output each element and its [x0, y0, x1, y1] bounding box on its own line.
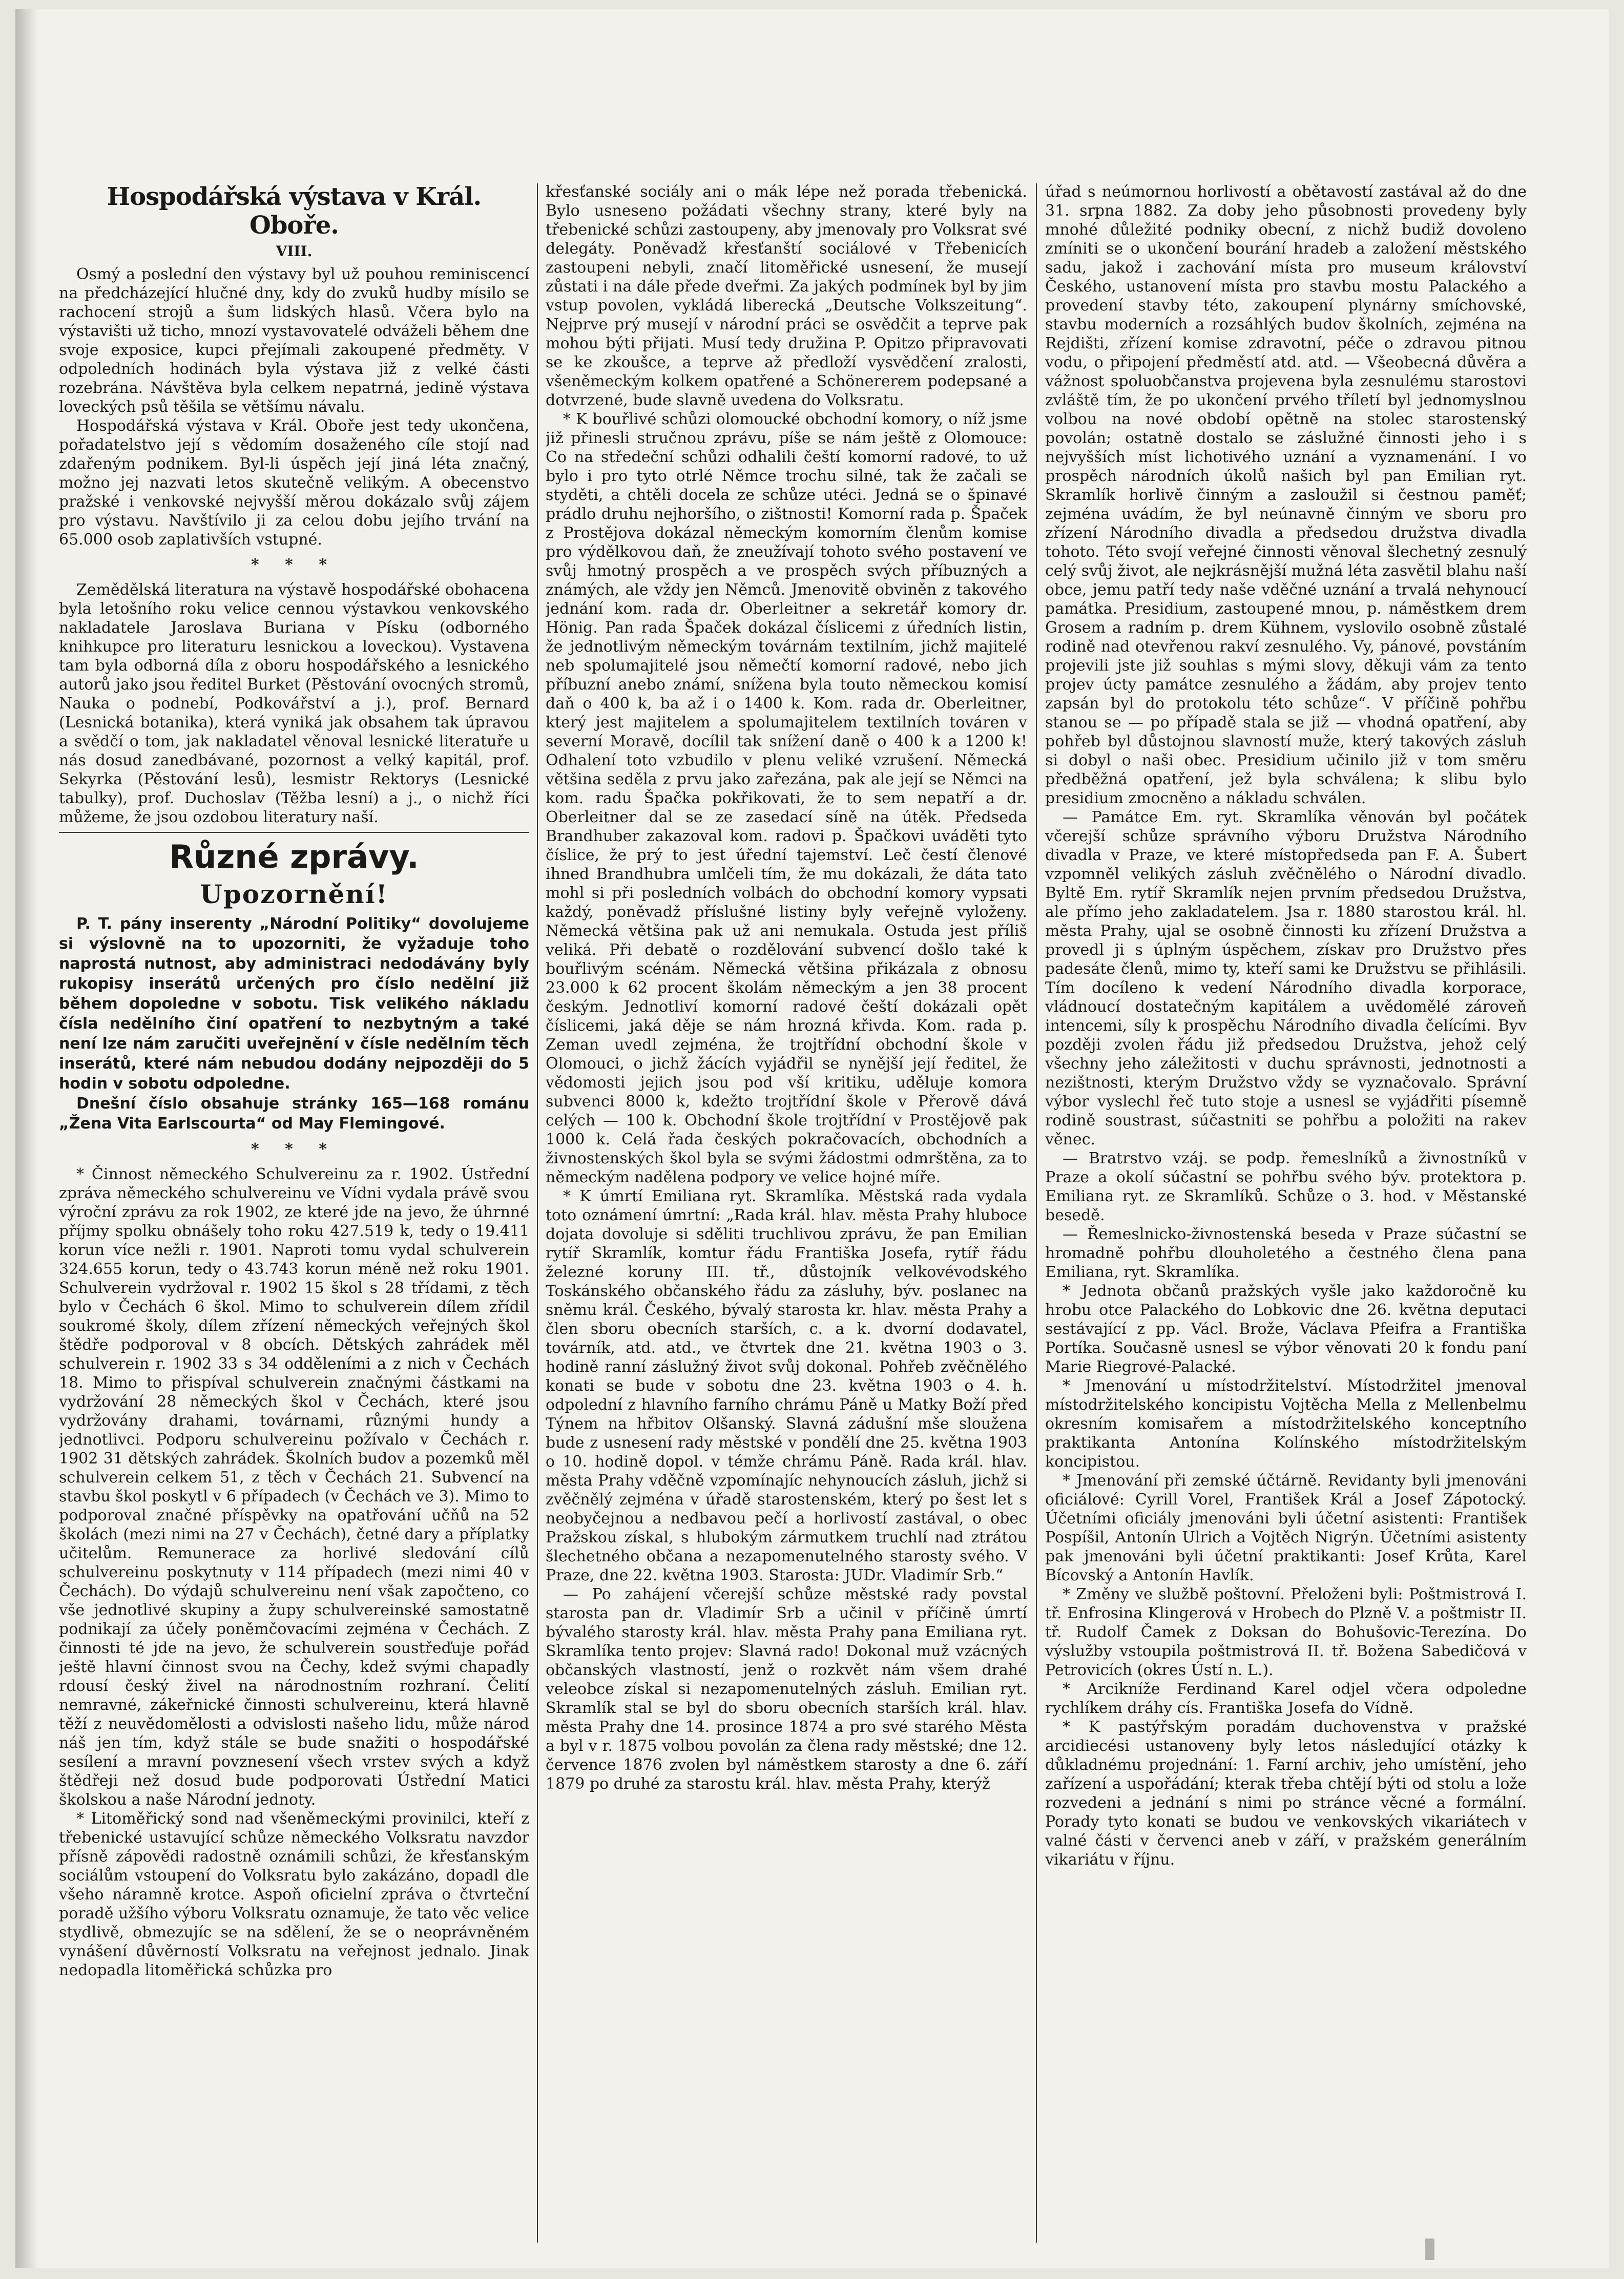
paragraph: — Památce Em. ryt. Skramlíka věnován byl počátek včerejší schůze správního výboru Družstva Národního divadla v Praze, ve které místopředseda pan F. A. Šubert vzpomněl velikých zásluh zvěčnělého o Národní divadlo. Byltě Em. rytíř Skramlík nejen prvním předsedou Družstva, ale přímo jeho zakladatelem. Jsa r. 1880 starostou král. hl. města Prahy, ujal se osobně činnosti ku zřízení Družstva a provedl ji s úplným úspěchem, získav pro Družstvo přes padesáte členů, mimo ty, kteří sami ke Družstvu se přihlásili. Tím docíleno k vedení Národního divadla korporace, vládnoucí dostatečným kapitálem a uvědomělé zároveň intencemi, síly k prospěchu Národního divadla čelícími. Byv později zvolen řádu již předsedou Družstva, jehož celý všechny jeho záležitosti v duchu správnosti, jednotnosti a nezištnosti, kterým Družstvo vždy se vyznačovalo. Správní výbor vyslechl řeč tuto stoje a usnesl se vyjádřiti písemně rodině soustrast, súčastniti se pohřbu a položiti na rakev věnec. [1045, 808, 1527, 1148]
paragraph: křesťanské sociály ani o mák lépe než porada třebenická. Bylo usneseno požádati všechny strany, které byly na třebenické schůzi zastoupeny, aby jmenovaly pro Volksrat své delegáty. Poněvadž křesťanští sociálové v Třebenicích zastoupeni nebyli, značí litoměřické usnesení, že musejí zůstati i na dále přede dveřmi. Za jakých podmínek byl by jim vstup povolen, vykládá liberecká „Deutsche Volkszeitung“. Nejprve prý musejí v národní práci se osvědčit a teprve pak mohou býti přijati. Musí tedy družina P. Opitzo připravovati se ke zkoušce, a teprve až předloží vysvědčení zralosti, všeněmeckým kolkem opatřené a Schönererem podepsané a dotvrzené, bude slavně uvedena do Volksratu. [546, 183, 1027, 409]
paragraph: * Změny ve službě poštovní. Přeloženi byli: Poštmistrová I. tř. Enfrosina Klingerová v Hrobech do Plzně V. a poštmistr II. tř. Rudolf Čamek z Doksan do Bohušovic-Terezína. Do výslužby vstoupila poštmistrová II. tř. Božena Sabedičová v Petrovicích (okres Ústí n. L.). [1045, 1585, 1527, 1679]
column-rule [1036, 183, 1037, 2243]
section-divider: * * * [251, 556, 337, 574]
ink-mark [1425, 2239, 1434, 2260]
notice-text: P. T. pány inserenty „Národní Politiky“ dovolujeme si výslovně na to upozorniti, že vyžaduje toho naprostá nutnost, aby administraci nedodávány byly rukopisy inserátů určených pro číslo nedělní již během dopoledne v sobotu. Tisk velikého nákladu čísla nedělního činí opatření to nezbytným a také není lze nám zaručiti uveřejnění v čísle nedělním těch inserátů, které nám nebudou dodány nejpozději do 5 hodin v sobotu odpoledne. [59, 915, 529, 1093]
notice-block [59, 914, 529, 1134]
paragraph: — Řemeslnicko-živnostenská beseda v Praze súčastní se hromadně pohřbu dlouholetého a čestného člena pana Emiliana, ryt. Skramlíka. [1045, 1225, 1527, 1281]
paragraph: Hospodářská výstava v Král. Oboře jest tedy ukončena, pořadatelstvo její s vědomím dosaženého cíle stojí nad zdařeným podnikem. Byl-li úspěch její jiná léta značný, možno jej nazvati letos skutečně velikým. A obecenstvo pražské i venkovské nejvyšší měrou dokázalo svůj zájem pro výstavu. Navštívilo ji za celou dobu jejího trvání na 65.000 osob zaplativších vstupné. [59, 417, 529, 549]
paragraph: * Činnost německého Schulvereinu za r. 1902. Ústřední zpráva německého schulvereinu ve Vídni vydala právě svou výroční zprávu za rok 1902, ze které jde na jevo, že úhrnné příjmy spolku obnášely toho roku 427.519 k, tedy o 19.411 korun více nežli r. 1901. Naproti tomu vydal schulverein 324.655 korun, tedy o 43.743 korun méně než roku 1901. Schulverein vydržoval r. 1902 15 škol s 28 třídami, z těch bylo v Čechách 6 škol. Mimo to schulverein dílem zřídil soukromé školy, dílem zřízení německých veřejných škol štědře podporoval v 8 obcích. Dětských zahrádek měl schulverein r. 1902 33 s 34 odděleními a z nich v Čechách 18. Mimo to přispíval schulverein značnými částkami na vydržování 28 německých škol v Čechách, které jsou vydržovány drahami, továrnami, různými hundy a jednotlivci. Podporu schulvereinu požívalo v Čechách r. 1902 31 dětských zahrádek. Školních budov a pozemků měl schulverein celkem 51, z těch v Čechách 21. Subvencí na stavbu škol poskytl v 6 případech (v Čechách ve 3). Mimo to podporoval značné příspěvky na opatřování učňů na 52 školách (mezi nimi na 27 v Čechách), četné dary a příplatky učitelům. Remunerace za horlivé sledování cílů schulvereinu poskytnuty v 114 případech (mezi nimi 40 v Čechách). Do výdajů schulvereinu není však započteno, co vše jednotlivé skupiny a župy schulvereinské samostatně podnikají za účely poněmčovacími zejména v Čechách. Z činnosti té jde na jevo, že schulverein soustřeďuje pořád ještě hlavní činnost svou na Čechy, kdež svými chapadly rdousí český živel na národnostním rozhraní. Čelití nemravné, zákeřnické činnosti schulvereinu, která hlavně těží z neuvědomělosti a odvislosti našeho lidu, může národ náš jen tím, když stále se bude snažiti o hospodářské sesílení a mravní povznesení všech vrstev svých a když štědřeji než dosud bude podporovati Ústřední Matici školskou a naše Národní jednoty. [59, 1165, 529, 1809]
article-title: Hospodářská výstava v Král. Oboře. [107, 182, 482, 240]
newspaper-page [15, 9, 1609, 2268]
paragraph: — Bratrstvo vzáj. se podp. řemeslníků a živnostníků v Praze a okolí súčastní se pohřbu svého býv. protektora p. Emiliana ryt. ze Skramlíků. Schůze o 3. hod. v Městanské besedě. [1045, 1149, 1527, 1224]
column-1 [59, 182, 529, 2252]
column-rule [537, 183, 538, 2243]
paragraph: úřad s neúmornou horlivostí a obětavostí zastával až do dne 31. srpna 1882. Za doby jeho působnosti provedeny byly mnohé důležité podniky obecní, z nichž budiž dovoleno zmíniti se o ukončení bourání hradeb a založení městského sadu, jakož i zachování místa pro museum království Českého, ustanovení místa pro stavbu mostu Palackého a provedení stavby této, zakoupení plynárny smíchovské, stavbu moderních a rozsáhlých budov školních, zejména na Rejdišti, zřízení komise zdravotní, péče o zdravou pitnou vodu, o připojení předměstí atd. atd. — Všeobecná důvěra a vážnost spoluobčanstva projevena byla zesnulému starostovi zvláště tím, že po ukončení prvého tříletí byl jednomyslnou volbou na nové období opětně na stolec starostenský povolán; ostatně dostalo se záslužné činnosti jeho i s nejvyšších míst lichotivého uznání a vyznamenání. I vo prospěch národních úkolů našich byl pan Emilian ryt. Skramlík horlivě činným a zasloužil si čestnou paměť; zejména uvádím, že byl neúnavně činným ve sboru pro zřízení Národního divadla a předsedou družstva divadla tohoto. Této svojí veřejné činnosti věnoval šlechetný zesnulý celý svůj život, ale nejkrásnější mužná léta zasvětil blahu naší obce, jemu patří tedy naše vděčné uznání a trvalá nehynoucí památka. Presidium, zastoupené mnou, p. náměstkem drem Grosem a radním p. drem Kühnem, vyslovilo osobně zůstalé rodině nad otevřenou rakví zesnulého. Vy, pánové, povstáním projevili jste již souhlas s mými slovy, děkuji vám za tento projev úcty památce zesnulého a žádám, aby projev tento zapsán byl do protokolu této schůze“. V příčině pohřbu stanou se — po případě stala se již — vhodná opatření, aby pohřeb byl důstojnou slavností muže, který takových zásluh si dobyl o naši obec. Presidium učinilo již v tom směru předběžná opatření, jež byla schválena; k slibu bylo presidium zmocněno a nákladu schválen. [1045, 183, 1527, 807]
today-contents: Dnešní číslo obsahuje stránky 165—168 románu „Žena Vita Earlscourta“ od May Flemingové. [59, 1095, 529, 1133]
notice-heading: Upozornění! [200, 879, 388, 909]
divider [59, 832, 529, 833]
paragraph: * Litoměřický sond nad všeněmeckými provinilci, kteří z třebenické ustavující schůze německého Volksratu navzdor přísně zápovědi radostně oznámili schůzi, že křesťanským sociálům vstoupení do Volksratu bylo zakázáno, dopadl dle všeho náramně krotce. Aspoň oficielní zpráva o čtvrteční poradě užšího výboru Volksratu oznamuje, že tato věc velice stydlivě, obmezujíc se na sdělení, že se o neoprávněném vynášení důvěrností Volksratu na veřejnost jednalo. Jinak nedopadla litoměřická schůzka pro [59, 1810, 529, 1979]
column-2 [546, 182, 1027, 2252]
paragraph: * Jmenování u místodržitelství. Místodržitel jmenoval místodržitelského koncipistu Vojtěcha Mella z Mellenbelmu okresním komisařem a místodržitelského konceptního praktikanta Antonína Kolínského místodržitelským koncipistou. [1045, 1377, 1527, 1471]
paragraph: * K bouřlivé schůzi olomoucké obchodní komory, o níž jsme již přinesli stručnou zprávu, píše se nám ještě z Olomouce: Co na středeční schůzi odhalili čeští komorní radové, to už bylo i pro tyto otrlé Němce trochu silné, tak že začali se styděti, a chtěli docela ze schůze utéci. Jedná se o špinavé prádlo druhu nejhoršího, o zištnosti! Komorní rada p. Špaček z Prostějova dokázal německým komorním členům komise pro výdělkovou daň, že zneužívají tohoto svého postavení ve svůj hmotný prospěch a ve prospěch svých příbuzných a známých, ale vždy jen Němců. Jmenovitě obviněn z takového jednání kom. rada dr. Oberleitner a sekretář komory dr. Hönig. Pan rada Špaček dokázal číslicemi z úředních listin, že jednotlivým německým továrnám textilním, jichž majitelé neb spolumajitelé jsou němečtí komorní radové, nebo jich příbuzní anebo známí, snížena byla touto německou komisí daň o 400 k, ba až i o 1400 k. Kom. rada dr. Oberleitner, který jest majitelem a spolumajitelem textilních továren v severní Moravě, docílil tak snížení daně o 400 k a 1200 k! Odhalení toto vzbudilo v plenu veliké vzrušení. Německá většina seděla z prvu jako zařezána, pak ale její se Němci na kom. radu Špačka pokřikovati, že to sem nepatří a dr. Oberleitner dal se ze zasedací síně na útěk. Předseda Brandhuber zakazoval kom. radovi p. Špačkovi uváděti tyto číslice, že prý to jest úřední tajemství. Leč čestí členové ihned Brandhubra umlčeli tím, že mu dokázali, že dáta tato mohl si při posledních volbách do obchodní komory vypsati každý, poněvadž příslušné listiny byly veřejně vyloženy. Německá většina pak už ani nemukala. Ostuda jest příliš veliká. Při debatě o rozdělování subvencí došlo také k bouřlivým scénám. Německá většina přikázala z obnosu 23.000 k 62 procent školám německým a jen 38 procent českým. Jednotliví komorní radové čeští dokázali opět číslicemi, jaká děje se nám hrozná křivda. Kom. rada p. Zeman uvedl zejména, že trojtřídní obchodní škole v Olomouci, o jichž žácích vyjádřil se nynější její ředitel, že vědomosti jejich jsou pod vší kritiku, uděluje komora subvenci 8000 k, kdežto trojtřídní škole v Přerově dává celých — 100 k. Obchodní škole trojtřídní v Prostějově pak 1000 k. Celá řada českých pokračovacích, obchodních a živnostenských škol byla se svými žádostmi odmrštěna, za to německým nadělena podpory ve velice hojné míře. [546, 410, 1027, 1186]
paragraph: — Po zahájení včerejší schůze městské rady povstal starosta pan dr. Vladimír Srb a učinil v příčině úmrtí bývalého starosty král. hlav. města Prahy pana Emiliana ryt. Skramlíka tento projev: Slavná rado! Dokonal muž vzácných občanských vlastností, jenž o rozkvět nám všem drahé veleobce získal si nezapomenutelných zásluh. Emilian ryt. Skramlík stal se byl do sboru obecních starších král. hlav. města Prahy dne 14. prosince 1874 a pro své starého Města a byl v r. 1875 volbou povolán za člena rady městské; dne 12. července 1876 zvolen byl náměstkem starosty a dne 6. září 1879 po druhé za starostu král. hlav. města Prahy, kterýž [546, 1585, 1027, 1793]
paragraph: * Jmenování při zemské účtárně. Revidanty byli jmenováni oficiálové: Cyrill Vorel, František Král a Josef Zápotocký. Účetními oficiály jmenováni byli účetní asistenti: František Pospíšil, Antonín Ulrich a Vojtěch Nigrýn. Účetními asistenty pak jmenováni byli účetní praktikanti: Josef Krůta, Karel Bícovský a Antonín Havlík. [1045, 1472, 1527, 1584]
binding-shadow [15, 9, 38, 2268]
paragraph: Zemědělská literatura na výstavě hospodářské obohacena byla letošního roku velice cennou výstavkou venkovského nakladatele Jaroslava Buriana v Písku (odborného knihkupce pro literaturu lesnickou a loveckou). Vystavena tam byla odborná díla z oboru hospodářského a lesnického autorů jako jsou ředitel Burket (Pěstování ovocných stromů, Nauka o podnebí, Podkovářství a j.), prof. Bernard (Lesnická botanika), která vyniká jak obsahem tak úpravou a svědčí o tom, jak nakladatel věnoval lesnické literatuře u nás dosud zanedbávané, pozornost a velký kapitál, prof. Sekyrka (Pěstování lesů), lesmistr Rektorys (Lesnické tabulky), prof. Duchoslav (Těžba lesní) a j., o nichž říci můžeme, že jsou ozdobou literatury naší. [59, 581, 529, 826]
paragraph: Osmý a poslední den výstavy byl už pouhou reminiscencí na předcházející hlučné dny, kdy do zvuků hudby mísilo se rachocení strojů a šum lidských hlasů. Včera bylo na výstavišti už ticho, mnozí vystavovatelé odváželi během dne svoje exposice, kupci přejímali zakoupené předměty. V odpoledních hodinách byla výstava již z velké části rozebrána. Návštěva byla celkem nepatrná, jedině výstava loveckých psů těšila se většímu návalu. [59, 265, 529, 416]
section-divider: * * * [251, 1140, 337, 1158]
column-3 [1045, 182, 1527, 2252]
paragraph: * Arcikníže Ferdinand Karel odjel včera odpoledne rychlíkem dráhy cís. Františka Josefa do Vídně. [1045, 1680, 1527, 1717]
section-heading: Různé zprávy. [169, 838, 419, 875]
paragraph: * Jednota občanů pražských vyšle jako každoročně ku hrobu otce Palackého do Lobkovic dne 26. května deputaci sestávající z pp. Václ. Brože, Václava Pfeifra a Františka Portíka. Současně usnesl se výbor věnovati 20 k fondu paní Marie Riegrové-Palacké. [1045, 1282, 1527, 1376]
part-number: VIII. [276, 243, 313, 260]
paragraph: * K úmrtí Emiliana ryt. Skramlíka. Městská rada vydala toto oznámení úmrtní: „Rada král. hlav. města Prahy hluboce dojata dovoluje si sděliti truchlivou zprávu, že pan Emilian rytíř Skramlík, komtur řádu Františka Josefa, rytíř řádu železné koruny III. tř., důstojník velkovévodského Toskánského občanského řádu za zásluhy, býv. poslanec na sněmu král. Českého, bývalý starosta kr. hlav. města Prahy a člen sboru obecních starších, c. a k. dvorní dodavatel, továrník, atd. atd., ve čtvrtek dne 21. května 1903 o 3. hodině ranní záslužný život svůj dokonal. Pohřeb zvěčnělého konati se bude v sobotu dne 23. května 1903 o 4. h. odpolední z hlavního farního chrámu Páně u Matky Boží před Týnem na hřbitov Olšanský. Slavná zádušní mše sloužena bude z usnesení rady městské v pondělí dne 25. května 1903 o 10. hodině dopol. v témže chrámu Páně. Rada král. hlav. města Prahy vděčně vzpomínajíc nehynoucích zásluh, jichž si zvěčnělý zejména v úřadě starostenském, který po šest let s neobyčejnou a nedbavou pečí a horlivostí zastával, o obec Pražskou získal, s hlubokým zármutkem truchlí nad ztrátou šlechetného občana a nezapomenutelného starosty svého. V Praze, dne 22. května 1903. Starosta: JUDr. Vladimír Srb.“ [546, 1187, 1027, 1584]
paragraph: * K pastýřským poradám duchovenstva v pražské arcidiecési ustanoveny byly letos následující otázky k důkladnému projednání: 1. Farní archiv, jeho umístění, jeho zařízení a uspořádání; kterak třeba chtějí býti od stolu a lože rozvedeni a jednání s nimi po stránce věcné a formální. Porady tyto konati se budou ve venkovských vikariátech v valné části v červenci aneb v září, v pražském generálním vikariátu v říjnu. [1045, 1718, 1527, 1869]
